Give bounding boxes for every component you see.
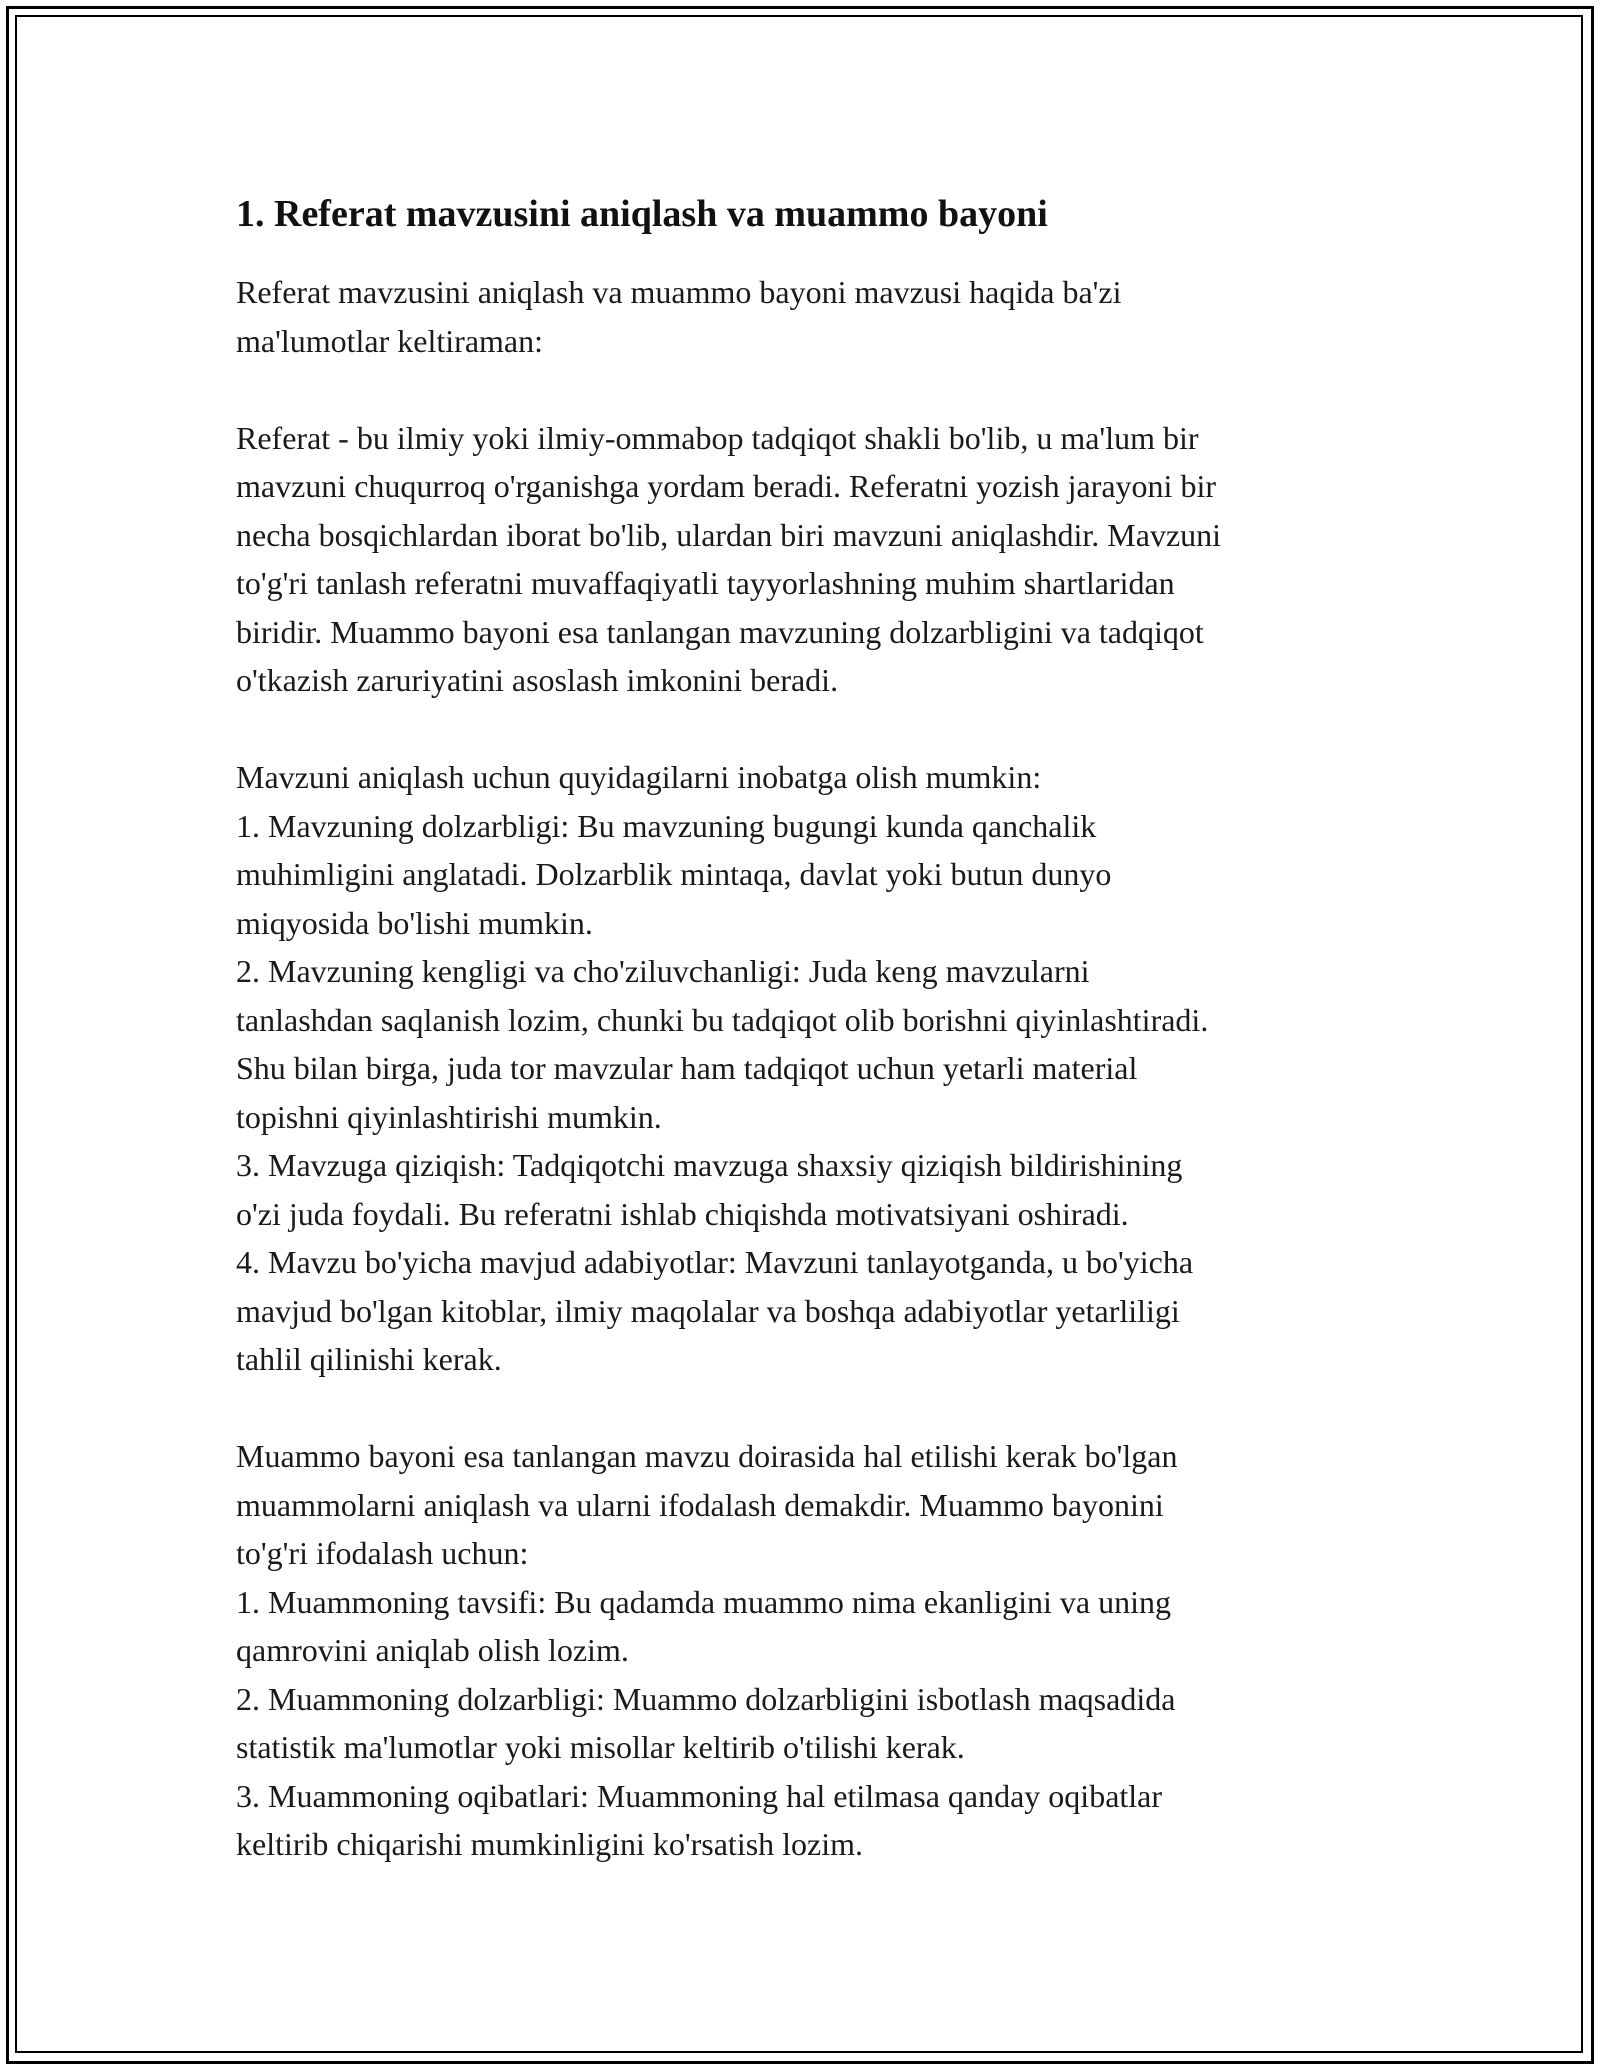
text-line: tahlil qilinishi kerak. [236, 1341, 502, 1377]
text-line: Muammo bayoni esa tanlangan mavzu doirasida hal etilishi kerak bo'lgan [236, 1438, 1178, 1474]
text-line: keltirib chiqarishi mumkinligini ko'rsatish lozim. [236, 1826, 864, 1862]
document-title: 1. Referat mavzusini aniqlash va muammo bayoni [236, 193, 1048, 235]
text-line: statistik ma'lumotlar yoki misollar keltirib o'tilishi kerak. [236, 1729, 965, 1765]
text-line: topishni qiyinlashtirishi mumkin. [236, 1098, 662, 1135]
text-line: 2. Muammoning dolzarbligi: Muammo dolzarbligini isbotlash maqsadida [236, 1680, 1176, 1717]
text-line: to'g'ri tanlash referatni muvaffaqiyatli tayyorlashning muhim shartlaridan [236, 565, 1175, 601]
text-line: muammolarni aniqlash va ularni ifodalash demakdir. Muammo bayonini [236, 1486, 1164, 1523]
intro-paragraph [236, 268, 1386, 365]
referat-definition-paragraph [236, 414, 1386, 705]
text-line: Referat mavzusini aniqlash va muammo bayoni mavzusi haqida ba'zi [236, 274, 1122, 310]
text-line: miqyosida bo'lishi mumkin. [236, 904, 593, 941]
paragraph-gap [236, 1384, 1386, 1433]
text-line: ma'lumotlar keltiraman: [236, 322, 543, 359]
text-line: o'tkazish zaruriyatini asoslash imkonini beradi. [236, 662, 839, 698]
text-line: muhimligini anglatadi. Dolzarblik mintaqa, davlat yoki butun dunyo [236, 856, 1112, 892]
text-line: Shu bilan birga, juda tor mavzular ham tadqiqot uchun yetarli material [236, 1050, 1138, 1086]
paragraph-gap [236, 705, 1386, 754]
text-line: mavzuni chuqurroq o'rganishga yordam beradi. Referatni yozish jarayoni bir [236, 468, 1216, 504]
text-line: tanlashdan saqlanish lozim, chunki bu tadqiqot olib borishni qiyinlashtiradi. [236, 1001, 1209, 1038]
text-line: necha bosqichlardan iborat bo'lib, ulardan biri mavzuni aniqlashdir. Mavzuni [236, 516, 1222, 553]
text-line: biridir. Muammo bayoni esa tanlangan mavzuning dolzarbligini va tadqiqot [236, 613, 1204, 650]
text-line: Mavzuni aniqlash uchun quyidagilarni inobatga olish mumkin: [236, 759, 1042, 795]
problem-statement-paragraph [236, 1432, 1386, 1869]
text-line: 4. Mavzu bo'yicha mavjud adabiyotlar: Mavzuni tanlayotganda, u bo'yicha [236, 1244, 1194, 1280]
text-line: Referat - bu ilmiy yoki ilmiy-ommabop tadqiqot shakli bo'lib, u ma'lum bir [236, 419, 1199, 456]
text-line: 1. Mavzuning dolzarbligi: Bu mavzuning bugungi kunda qanchalik [236, 807, 1097, 844]
text-line: 3. Mavzuga qiziqish: Tadqiqotchi mavzuga shaxsiy qiziqish bildirishining [236, 1147, 1183, 1183]
text-line: qamrovini aniqlab olish lozim. [236, 1632, 629, 1668]
topic-selection-paragraph [236, 753, 1386, 1384]
text-line: mavjud bo'lgan kitoblar, ilmiy maqolalar va boshqa adabiyotlar yetarliligi [236, 1292, 1180, 1329]
text-line: 1. Muammoning tavsifi: Bu qadamda muammo nima ekanligini va uning [236, 1583, 1171, 1620]
paragraph-gap [236, 365, 1386, 414]
text-line: 3. Muammoning oqibatlari: Muammoning hal etilmasa qanday oqibatlar [236, 1777, 1163, 1814]
text-line: to'g'ri ifodalash uchun: [236, 1535, 529, 1571]
text-line: o'zi juda foydali. Bu referatni ishlab chiqishda motivatsiyani oshiradi. [236, 1195, 1129, 1232]
text-line: 2. Mavzuning kengligi va cho'ziluvchanligi: Juda keng mavzularni [236, 953, 1090, 989]
document-body [236, 186, 1386, 1869]
